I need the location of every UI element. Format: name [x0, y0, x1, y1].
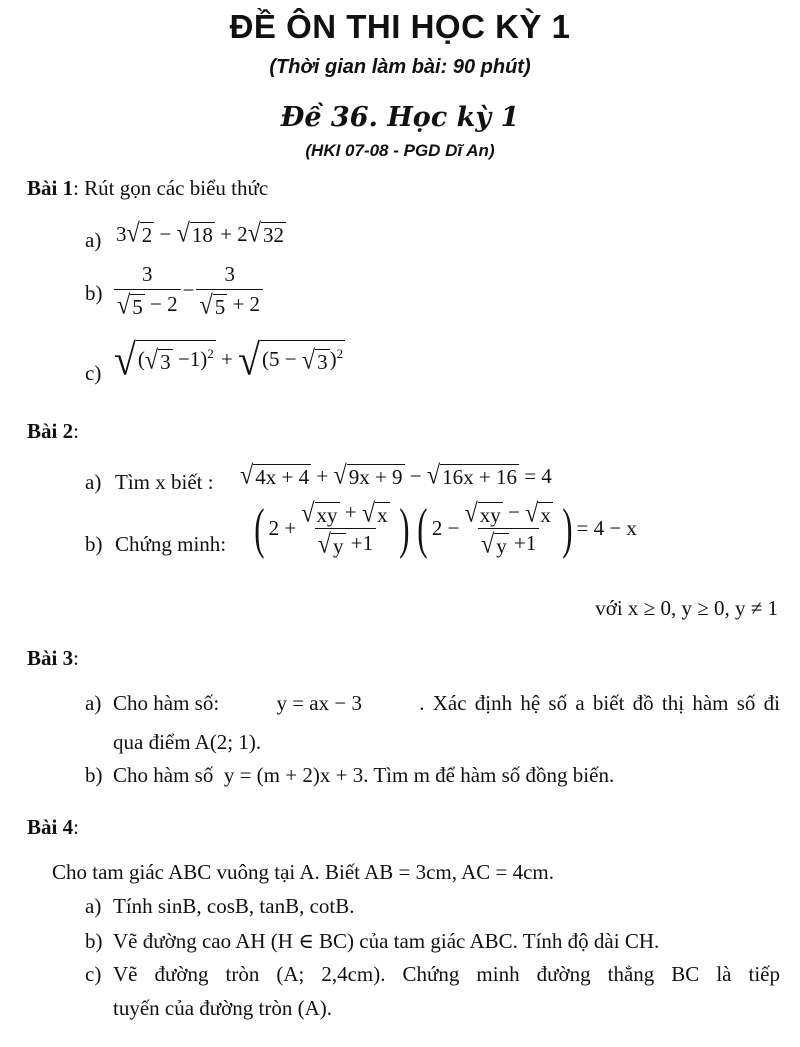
bai2-a-text: Tìm x biết :: [115, 470, 214, 494]
bai3-a-text2: . Xác định hệ số a biết đồ thị hàm số đi: [419, 691, 780, 715]
bai2-colon: :: [73, 419, 79, 443]
bai4-heading: [27, 815, 79, 840]
bai4-label: Bài 4: [27, 815, 74, 839]
bai1-b-expression: 3 √ 5 − 2 − 3 √ 5 + 2: [112, 262, 265, 318]
bai3-a-label: a): [85, 691, 102, 715]
bai2-condition: với x ≥ 0, y ≥ 0, y ≠ 1: [595, 596, 778, 620]
bai3-heading: [27, 646, 79, 671]
bai4-c-text1: Vẽ đường tròn (A; 2,4cm). Chứng minh đường thẳng BC là tiếp: [113, 962, 780, 986]
bai2-b-identity: ( 2 + √ xy + √ x √ y +1 ) ( 2 − √ xy − √ x √ y +1 ) = 4 − x: [254, 497, 637, 560]
bai1-heading: [27, 176, 268, 201]
bai1-a-label: a): [85, 228, 102, 252]
bai2-heading: [27, 419, 79, 444]
bai3-b-formula: y = (m + 2)x + 3: [223, 763, 364, 787]
bai4-a-label: a): [85, 894, 102, 918]
bai2-a-label: a): [85, 470, 102, 494]
bai1-label: Bài 1: [27, 176, 74, 200]
bai3-b-text1: Cho hàm số: [113, 763, 214, 787]
bai1-c-label: c): [85, 361, 102, 385]
bai1-b-label: b): [85, 281, 103, 305]
bai3-colon: :: [73, 646, 79, 670]
bai1-a-expression: 3 √ 2 − √ 18 + 2 √ 32: [116, 219, 284, 249]
time-limit: (Thời gian làm bài: 90 phút): [269, 56, 531, 78]
bai1-c-expression: √ ( √ 3 −1)$^2$ + √ (5 − √ 3 )$^2$: [114, 334, 344, 385]
bai4-colon: :: [73, 815, 79, 839]
page-title: ĐỀ ÔN THI HỌC KỲ 1: [229, 8, 571, 45]
bai4-a-text: Tính sinB, cosB, tanB, cotB.: [113, 894, 355, 918]
bai2-b-text: Chứng minh:: [115, 532, 227, 556]
bai3-a-text1: Cho hàm số:: [113, 691, 220, 715]
bai2-b-label: b): [85, 532, 103, 556]
bai4-b-label: b): [85, 929, 103, 953]
bai4-intro: Cho tam giác ABC vuông tại A. Biết AB = 3cm, AC = 4cm.: [52, 860, 555, 884]
exam-number: Đề 36. Học kỳ 1: [280, 102, 520, 133]
bai3-a-formula: y = ax − 3: [276, 691, 362, 715]
exam-source: (HKI 07-08 - PGD Dĩ An): [305, 141, 495, 160]
bai3-b-line: [113, 763, 614, 788]
bai1-text: : Rút gọn các biểu thức: [73, 176, 269, 200]
bai3-a-text3: qua điểm A(2; 1).: [113, 730, 262, 754]
bai3-b-text2: . Tìm m để hàm số đồng biến.: [363, 763, 615, 787]
bai4-b-text: Vẽ đường cao AH (H ∈ BC) của tam giác ABC. Tính độ dài CH.: [113, 929, 660, 953]
bai3-label: Bài 3: [27, 646, 74, 670]
bai4-c-label: c): [85, 962, 102, 986]
bai3-b-label: b): [85, 763, 103, 787]
bai2-label: Bài 2: [27, 419, 74, 443]
bai4-c-text2: tuyến của đường tròn (A).: [113, 996, 333, 1020]
bai3-a-line1: [113, 691, 780, 716]
bai2-a-equation: √ 4x + 4 + √ 9x + 9 − √ 16x + 16 = 4: [240, 461, 552, 491]
